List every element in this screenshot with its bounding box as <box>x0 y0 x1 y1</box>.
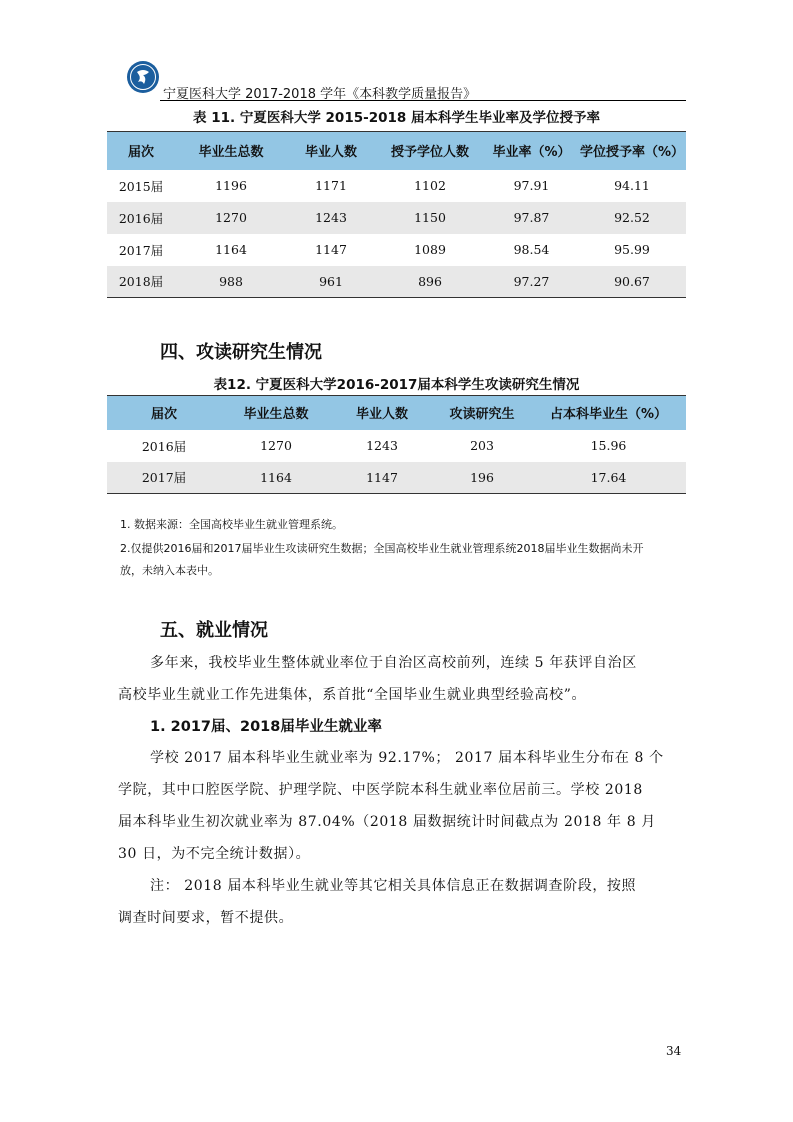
paragraph-line: 学校 2017 届本科毕业生就业率为 92.17%； 2017 届本科毕业生分布在 8 个 <box>150 750 664 766</box>
note-line: 2.仅提供2016届和2017届毕业生攻读研究生数据；全国高校毕业生就业管理系统2018届毕业生数据尚未开 <box>120 542 644 555</box>
table-cell: 15.96 <box>590 438 627 453</box>
table-cell: 97.87 <box>485 202 578 234</box>
table-cell: 97.91 <box>513 178 550 193</box>
table-cell: 17.64 <box>531 462 686 494</box>
table-cell: 94.11 <box>614 178 650 193</box>
section5-subheading: 1. 2017届、2018届毕业生就业率 <box>150 719 382 735</box>
table-cell: 1243 <box>366 438 398 453</box>
table12-caption: 表12. 宁夏医科大学2016-2017届本科学生攻读研究生情况 <box>213 377 580 393</box>
paragraph-line: 30 日，为不完全统计数据）。 <box>118 846 311 862</box>
table11-header-row <box>107 132 686 170</box>
paragraph-line: 学院，其中口腔医学院、护理学院、中医学院本科生就业率位居前三。学校 2018 <box>118 782 643 798</box>
table12-col-header: 攻读研究生 <box>433 396 531 430</box>
header-rule <box>160 100 686 101</box>
table-cell: 2018届 <box>107 266 175 298</box>
table12-col-header: 届次 <box>107 396 221 430</box>
table-cell: 1243 <box>287 202 375 234</box>
table-cell: 203 <box>470 438 494 453</box>
table-cell: 98.54 <box>513 242 550 257</box>
page-number: 34 <box>666 1044 682 1058</box>
table11-col-header: 授予学位人数 <box>375 132 485 170</box>
table11-col-header: 届次 <box>107 132 175 170</box>
table-cell: 1196 <box>215 178 247 193</box>
table-cell: 95.99 <box>614 242 650 257</box>
table12 <box>107 395 686 494</box>
table-cell: 196 <box>433 462 531 494</box>
table11-col-header: 毕业生总数 <box>175 132 287 170</box>
table-row <box>107 266 686 298</box>
section5-heading: 五、就业情况 <box>160 620 268 641</box>
table-cell: 1102 <box>414 178 446 193</box>
table-cell: 1150 <box>375 202 485 234</box>
table-cell: 1147 <box>315 242 347 257</box>
table-cell: 97.27 <box>485 266 578 298</box>
table11 <box>107 131 686 298</box>
table12-col-header: 占本科毕业生（%） <box>531 396 686 430</box>
table-cell: 988 <box>175 266 287 298</box>
table-cell: 1164 <box>215 242 247 257</box>
table-row <box>107 202 686 234</box>
header-title: 宁夏医科大学 2017-2018 学年《本科教学质量报告》 <box>163 87 477 102</box>
table-cell: 2017届 <box>107 462 221 494</box>
paragraph-line: 高校毕业生就业工作先进集体，系首批“全国毕业生就业典型经验高校”。 <box>118 687 587 703</box>
table-cell: 2015届 <box>118 178 164 194</box>
table-row <box>107 170 686 202</box>
table-cell: 1171 <box>315 178 347 193</box>
table11-col-header: 毕业人数 <box>287 132 375 170</box>
table-cell: 1270 <box>260 438 292 453</box>
table11-col-header: 学位授予率（%） <box>578 132 686 170</box>
university-logo-icon <box>126 60 160 94</box>
table-cell: 2017届 <box>118 242 164 258</box>
table-cell: 1089 <box>414 242 446 257</box>
table-row <box>107 430 686 462</box>
table-cell: 90.67 <box>578 266 686 298</box>
table11-col-header: 毕业率（%） <box>485 132 578 170</box>
table-cell: 1270 <box>175 202 287 234</box>
table-cell: 1147 <box>331 462 433 494</box>
note-line: 1. 数据来源：全国高校毕业生就业管理系统。 <box>120 518 343 531</box>
table-cell: 2016届 <box>141 438 187 454</box>
table-cell: 896 <box>375 266 485 298</box>
note-line: 放，未纳入本表中。 <box>120 564 219 577</box>
table11-caption: 表 11. 宁夏医科大学 2015-2018 届本科学生毕业率及学位授予率 <box>193 110 600 126</box>
table-cell: 1164 <box>221 462 331 494</box>
table12-col-header: 毕业生总数 <box>221 396 331 430</box>
paragraph-line: 注： 2018 届本科毕业生就业等其它相关具体信息正在数据调查阶段，按照 <box>150 878 637 894</box>
table-row <box>107 462 686 494</box>
paragraph-line: 调查时间要求，暂不提供。 <box>118 910 294 926</box>
table-cell: 92.52 <box>578 202 686 234</box>
paragraph-line: 多年来，我校毕业生整体就业率位于自治区高校前列，连续 5 年获评自治区 <box>150 655 637 671</box>
section4-heading: 四、攻读研究生情况 <box>160 342 322 363</box>
table-cell: 961 <box>287 266 375 298</box>
table-cell: 2016届 <box>107 202 175 234</box>
table12-col-header: 毕业人数 <box>331 396 433 430</box>
table-row <box>107 234 686 266</box>
paragraph-line: 届本科毕业生初次就业率为 87.04%（2018 届数据统计时间截点为 2018 年 8 月 <box>118 814 656 830</box>
table12-header-row <box>107 396 686 430</box>
